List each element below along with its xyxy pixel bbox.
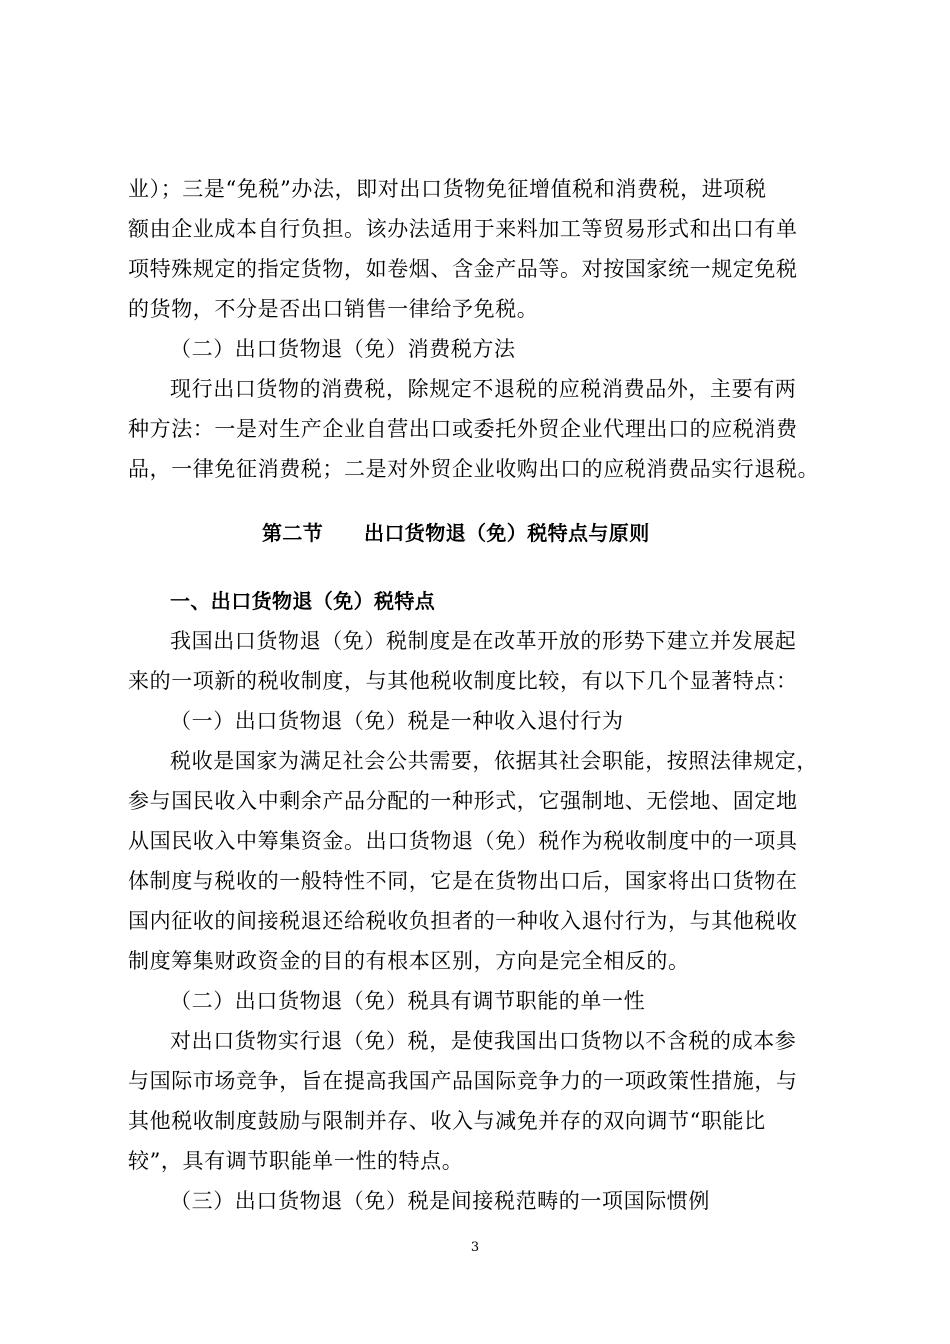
body-text-line: 来的一项新的税收制度，与其他税收制度比较，有以下几个显著特点： [128,669,798,693]
body-text-line: 从国民收入中筹集资金。出口货物退（免）税作为税收制度中的一项具 [128,829,798,853]
body-text-line: 参与国民收入中剩余产品分配的一种形式，它强制地、无偿地、固定地 [128,789,798,813]
body-text-line: 种方法：一是对生产企业自营出口或委托外贸企业代理出口的应税消费 [128,417,798,441]
body-text-line: 对出口货物实行退（免）税，是使我国出口货物以不含税的成本参 [170,1029,797,1053]
body-text-line: 其他税收制度鼓励与限制并存、收入与减免并存的双向调节“职能比 [128,1109,766,1133]
subheading-consumption-tax-method: （二）出口货物退（免）消费税方法 [170,337,516,361]
body-text-line: 项特殊规定的指定货物，如卷烟、含金产品等。对按国家统一规定免税 [128,257,798,281]
body-text-line: 的货物，不分是否出口销售一律给予免税。 [128,297,539,321]
body-text-line: 现行出口货物的消费税，除规定不退税的应税消费品外，主要有两 [170,377,797,401]
page-number: 3 [470,1240,480,1255]
body-text-line: 与国际市场竞争，旨在提高我国产品国际竞争力的一项政策性措施，与 [128,1069,798,1093]
section-title: 出口货物退（免）税特点与原则 [364,521,650,545]
body-text-line: 制度筹集财政资金的目的有根本区别，方向是完全相反的。 [128,949,690,973]
body-text-line: 我国出口货物退（免）税制度是在改革开放的形势下建立并发展起 [170,629,797,653]
body-text-line: 体制度与税收的一般特性不同，它是在货物出口后，国家将出口货物在 [128,869,798,893]
body-text-line: 国内征收的间接税退还给税收负担者的一种收入退付行为，与其他税收 [128,909,798,933]
body-text-line: 品，一律免征消费税；二是对外贸企业收购出口的应税消费品实行退税。 [128,457,820,481]
subsection-title: 一、出口货物退（免）税特点 [170,589,436,613]
body-text-line: 税收是国家为满足社会公共需要，依据其社会职能，按照法律规定， [170,749,818,773]
item-heading-3: （三）出口货物退（免）税是间接税范畴的一项国际惯例 [170,1189,710,1213]
body-text-line: 额由企业成本自行负担。该办法适用于来料加工等贸易形式和出口有单 [128,217,798,241]
body-text-line: 较”，具有调节职能单一性的特点。 [128,1149,464,1173]
body-text-line: 业）；三是“免税”办法，即对出口货物免征增值税和消费税，进项税 [128,177,767,201]
item-heading-2: （二）出口货物退（免）税具有调节职能的单一性 [170,989,646,1013]
item-heading-1: （一）出口货物退（免）税是一种收入退付行为 [170,709,624,733]
section-number: 第二节 [262,521,324,545]
